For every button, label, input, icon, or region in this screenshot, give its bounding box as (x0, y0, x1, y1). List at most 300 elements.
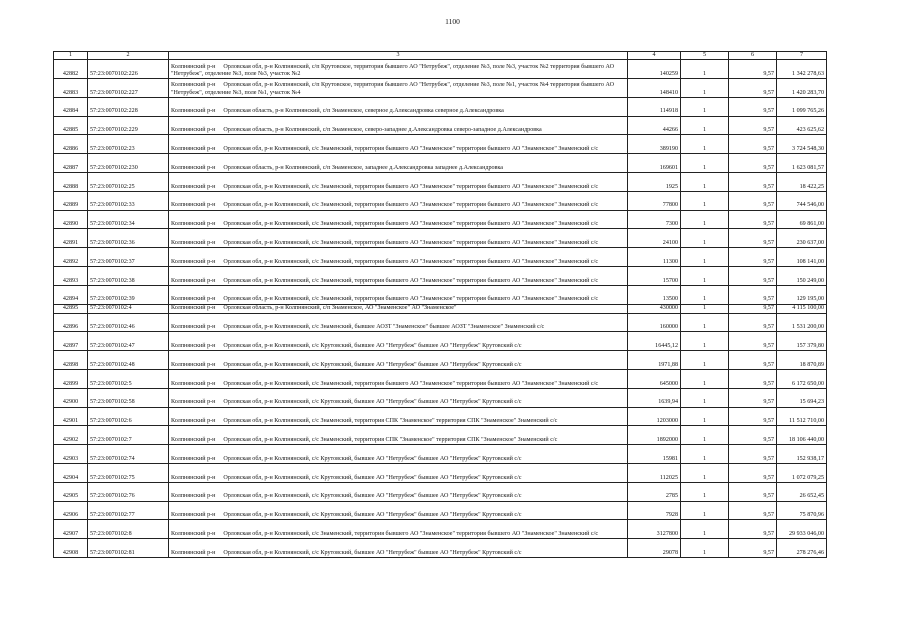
cadastral-cost-value: 26 652,45 (777, 482, 827, 501)
cadastral-number: 57:23:0070102:37 (88, 248, 169, 267)
area-value: 1203000 (628, 407, 681, 426)
row-number: 42886 (54, 135, 88, 154)
table-row (54, 369, 827, 388)
table-row (54, 266, 827, 285)
address-cell (169, 79, 628, 98)
coefficient-value: 1 (681, 210, 729, 229)
address-text (171, 456, 625, 463)
location-description: Орловская обл, р-н Колпнянский, с/с Крутовский, бывшее АО "Нетрубеж" бывшее АО "Нетрубеж" Крутовский с/с (223, 342, 522, 349)
cadastral-cost-value: 129 195,00 (777, 285, 827, 304)
cadastral-cost-value: 3 724 548,30 (777, 135, 827, 154)
table-row (54, 172, 827, 191)
cadastral-number: 57:23:0070102:229 (88, 116, 169, 135)
coefficient-value: 1 (681, 172, 729, 191)
address-text (171, 437, 625, 444)
cadastral-number: 57:23:0070102:33 (88, 191, 169, 210)
row-number: 42902 (54, 426, 88, 445)
row-number: 42901 (54, 407, 88, 426)
rate-value: 9,57 (729, 229, 777, 248)
coefficient-value: 1 (681, 304, 729, 313)
table-row (54, 135, 827, 154)
address-text (171, 550, 625, 557)
area-value: 645000 (628, 369, 681, 388)
coefficient-value: 1 (681, 445, 729, 464)
cadastral-cost-value: 1 420 283,70 (777, 79, 827, 98)
district-label: Колпнянский р-н (171, 342, 216, 349)
location-description: Орловская область, р-н Колпнянский, с/п Знаменское, АО "Знаменское" АО "Знаменское" (223, 305, 457, 312)
table-row (54, 501, 827, 520)
table-row (54, 154, 827, 173)
address-text (171, 324, 625, 331)
address-cell (169, 248, 628, 267)
address-text (171, 362, 625, 369)
area-value: 160000 (628, 313, 681, 332)
address-cell (169, 60, 628, 79)
address-cell (169, 266, 628, 285)
cadastral-number: 57:23:0070102:48 (88, 351, 169, 370)
row-number: 42884 (54, 97, 88, 116)
address-text (171, 240, 625, 247)
address-cell (169, 501, 628, 520)
area-value: 114918 (628, 97, 681, 116)
coefficient-value: 1 (681, 154, 729, 173)
location-description: Орловская обл, р-н Колпнянский, с/с Знаменский, территория бывшего АО "Знаменское" территория бывшего АО "Знаменское" Знаменский с/с (223, 380, 599, 387)
district-label: Колпнянский р-н (171, 145, 216, 152)
cadastral-cost-value: 29 933 046,00 (777, 520, 827, 539)
cadastral-number: 57:23:0070102:58 (88, 388, 169, 407)
cadastral-number: 57:23:0070102:47 (88, 332, 169, 351)
address-text (171, 165, 625, 172)
area-value: 140259 (628, 60, 681, 79)
area-value: 1971,88 (628, 351, 681, 370)
rate-value: 9,57 (729, 304, 777, 313)
address-text (171, 82, 625, 96)
column-header-7: 7 (777, 52, 827, 60)
area-value: 7300 (628, 210, 681, 229)
location-description: Орловская обл, р-н Колпнянский, с/с Крутовский, бывшее АО "Нетрубеж" бывшее АО "Нетрубеж" Крутовский с/с (223, 455, 522, 462)
address-text (171, 127, 625, 134)
address-text (171, 108, 625, 115)
area-value: 389190 (628, 135, 681, 154)
cadastral-cost-value: 1 531 200,00 (777, 313, 827, 332)
location-description: Орловская обл, р-н Колпнянский, с/с Знаменский, территория бывшего АО "Знаменское" территория бывшего АО "Знаменское" Знаменский с/с (223, 296, 599, 303)
location-description: Орловская обл, р-н Колпнянский, с/с Знаменский, территория бывшего АО "Знаменское" территория бывшего АО "Знаменское" Знаменский с/с (223, 221, 599, 228)
area-value: 15981 (628, 445, 681, 464)
location-description: Орловская обл, р-н Колпнянский, с/с Знаменский, бывшее АОЗТ "Знаменское" бывшее АОЗТ "Знаменское" Знаменский с/с (223, 324, 545, 331)
table-row (54, 60, 827, 79)
table-body (54, 60, 827, 558)
district-label: Колпнянский р-н (171, 418, 216, 425)
row-number: 42899 (54, 369, 88, 388)
cadastral-cost-value: 423 625,62 (777, 116, 827, 135)
district-label: Колпнянский р-н (171, 380, 216, 387)
row-number: 42908 (54, 539, 88, 558)
address-cell (169, 332, 628, 351)
coefficient-value: 1 (681, 369, 729, 388)
district-label: Колпнянский р-н (171, 530, 216, 537)
district-label: Колпнянский р-н (171, 127, 216, 134)
row-number: 42903 (54, 445, 88, 464)
rate-value: 9,57 (729, 248, 777, 267)
coefficient-value: 1 (681, 266, 729, 285)
address-cell (169, 210, 628, 229)
location-description: Орловская обл, р-н Колпнянский, с/п Крутовское, территория бывшего АО "Нетрубеж", отделение №3, поле №1, участок №4 территория бывшего АО "Нетрубеж", отделение №3, поле №1, участок №4 (171, 82, 614, 96)
address-text (171, 184, 625, 191)
address-cell (169, 116, 628, 135)
address-cell (169, 539, 628, 558)
address-cell (169, 482, 628, 501)
coefficient-value: 1 (681, 229, 729, 248)
address-cell (169, 172, 628, 191)
coefficient-value: 1 (681, 482, 729, 501)
column-header-6: 6 (729, 52, 777, 60)
cadastral-cost-value: 18 870,89 (777, 351, 827, 370)
location-description: Орловская обл, р-н Колпнянский, с/с Знаменский, территория СПК "Знаменское" территория СПК "Знаменское" Знаменский с/с (223, 418, 558, 425)
row-number: 42882 (54, 60, 88, 79)
row-number: 42896 (54, 313, 88, 332)
coefficient-value: 1 (681, 501, 729, 520)
area-value: 15700 (628, 266, 681, 285)
rate-value: 9,57 (729, 520, 777, 539)
address-text (171, 512, 625, 519)
district-label: Колпнянский р-н (171, 305, 216, 312)
row-number: 42895 (54, 304, 88, 313)
cadastral-cost-value: 4 115 100,00 (777, 304, 827, 313)
area-value: 112025 (628, 463, 681, 482)
location-description: Орловская обл, р-н Колпнянский, с/с Знаменский, территория СПК "Знаменское" территория СПК "Знаменское" Знаменский с/с (223, 436, 558, 443)
address-cell (169, 285, 628, 304)
row-number: 42889 (54, 191, 88, 210)
coefficient-value: 1 (681, 407, 729, 426)
cadastral-number: 57:23:0070102:38 (88, 266, 169, 285)
header-row (54, 52, 827, 60)
cadastral-number: 57:23:0070102:36 (88, 229, 169, 248)
coefficient-value: 1 (681, 60, 729, 79)
district-label: Колпнянский р-н (171, 436, 216, 443)
location-description: Орловская обл, р-н Колпнянский, с/с Крутовский, бывшее АО "Нетрубеж" бывшее АО "Нетрубеж" Крутовский с/с (223, 474, 522, 481)
row-number: 42894 (54, 285, 88, 304)
cadastral-cost-value: 150 249,00 (777, 266, 827, 285)
table-row (54, 79, 827, 98)
area-value: 1925 (628, 172, 681, 191)
address-text (171, 202, 625, 209)
table-row (54, 388, 827, 407)
rate-value: 9,57 (729, 210, 777, 229)
address-text (171, 531, 625, 538)
cadastral-number: 57:23:0070102:74 (88, 445, 169, 464)
address-cell (169, 229, 628, 248)
rate-value: 9,57 (729, 79, 777, 98)
column-header-1: 1 (54, 52, 88, 60)
page-number: 1100 (445, 17, 460, 26)
rate-value: 9,57 (729, 388, 777, 407)
row-number: 42885 (54, 116, 88, 135)
coefficient-value: 1 (681, 539, 729, 558)
column-header-3: 3 (169, 52, 628, 60)
address-text (171, 146, 625, 153)
cadastral-cost-value: 278 276,46 (777, 539, 827, 558)
location-description: Орловская обл, р-н Колпнянский, с/с Знаменский, территория бывшего АО "Знаменское" территория бывшего АО "Знаменское" Знаменский с/с (223, 239, 599, 246)
cadastral-number: 57:23:0070102:75 (88, 463, 169, 482)
cadastral-number: 57:23:0070102:7 (88, 426, 169, 445)
row-number: 42892 (54, 248, 88, 267)
cadastral-cost-value: 15 694,23 (777, 388, 827, 407)
rate-value: 9,57 (729, 60, 777, 79)
location-description: Орловская обл, р-н Колпнянский, с/с Знаменский, территория бывшего АО "Знаменское" территория бывшего АО "Знаменское" Знаменский с/с (223, 258, 599, 265)
table-row (54, 116, 827, 135)
location-description: Орловская обл, р-н Колпнянский, с/с Знаменский, территория бывшего АО "Знаменское" территория бывшего АО "Знаменское" Знаменский с/с (223, 530, 599, 537)
district-label: Колпнянский р-н (171, 82, 216, 89)
cadastral-number: 57:23:0070102:76 (88, 482, 169, 501)
location-description: Орловская обл, р-н Колпнянский, с/с Крутовский, бывшее АО "Нетрубеж" бывшее АО "Нетрубеж" Крутовский с/с (223, 512, 522, 519)
cadastral-cost-value: 230 637,00 (777, 229, 827, 248)
area-value: 13500 (628, 285, 681, 304)
address-cell (169, 97, 628, 116)
district-label: Колпнянский р-н (171, 296, 216, 303)
address-text (171, 381, 625, 388)
cadastral-cost-value: 69 861,00 (777, 210, 827, 229)
cadastral-cost-value: 157 379,80 (777, 332, 827, 351)
cadastral-number: 57:23:0070102:25 (88, 172, 169, 191)
location-description: Орловская обл, р-н Колпнянский, с/с Крутовский, бывшее АО "Нетрубеж" бывшее АО "Нетрубеж" Крутовский с/с (223, 549, 522, 556)
location-description: Орловская обл, р-н Колпнянский, с/с Знаменский, территория бывшего АО "Знаменское" территория бывшего АО "Знаменское" Знаменский с/с (223, 202, 599, 209)
table-row (54, 97, 827, 116)
rate-value: 9,57 (729, 463, 777, 482)
coefficient-value: 1 (681, 332, 729, 351)
area-value: 3127800 (628, 520, 681, 539)
address-text (171, 475, 625, 482)
cadastral-cost-value: 11 512 710,00 (777, 407, 827, 426)
table-row (54, 407, 827, 426)
address-text (171, 418, 625, 425)
district-label: Колпнянский р-н (171, 202, 216, 209)
area-value: 44266 (628, 116, 681, 135)
address-cell (169, 426, 628, 445)
row-number: 42898 (54, 351, 88, 370)
address-cell (169, 369, 628, 388)
row-number: 42907 (54, 520, 88, 539)
table-row (54, 482, 827, 501)
table-row (54, 539, 827, 558)
row-number: 42893 (54, 266, 88, 285)
area-value: 77800 (628, 191, 681, 210)
rate-value: 9,57 (729, 407, 777, 426)
coefficient-value: 1 (681, 116, 729, 135)
address-text (171, 296, 625, 303)
district-label: Колпнянский р-н (171, 164, 216, 171)
rate-value: 9,57 (729, 97, 777, 116)
district-label: Колпнянский р-н (171, 399, 216, 406)
location-description: Орловская обл, р-н Колпнянский, с/с Крутовский, бывшее АО "Нетрубеж" бывшее АО "Нетрубеж" Крутовский с/с (223, 361, 522, 368)
district-label: Колпнянский р-н (171, 277, 216, 284)
column-header-4: 4 (628, 52, 681, 60)
rate-value: 9,57 (729, 313, 777, 332)
location-description: Орловская область, р-н Колпнянский, с/п Знаменское, западнее д.Александровка западнее д.Александровка (223, 164, 503, 171)
cadastral-cost-value: 744 546,00 (777, 191, 827, 210)
cadastral-cost-value: 1 072 079,25 (777, 463, 827, 482)
table-row (54, 229, 827, 248)
rate-value: 9,57 (729, 539, 777, 558)
rate-value: 9,57 (729, 482, 777, 501)
location-description: Орловская обл, р-н Колпнянский, с/с Знаменский, территория бывшего АО "Знаменское" территория бывшего АО "Знаменское" Знаменский с/с (223, 277, 599, 284)
coefficient-value: 1 (681, 388, 729, 407)
location-description: Орловская обл, р-н Колпнянский, с/с Крутовский, бывшее АО "Нетрубеж" бывшее АО "Нетрубеж" Крутовский с/с (223, 493, 522, 500)
address-text (171, 493, 625, 500)
location-description: Орловская обл, р-н Колпнянский, с/п Крутовское, территория бывшего АО "Нетрубеж", отделение №3, поле №3, участок №2 территория бывшего АО "Нетрубеж", отделение №3, поле №3, участок №2 (171, 63, 614, 77)
cadastral-cost-value: 6 172 650,00 (777, 369, 827, 388)
cadastral-value-table (53, 51, 827, 558)
cadastral-number: 57:23:0070102:5 (88, 369, 169, 388)
row-number: 42905 (54, 482, 88, 501)
cadastral-number: 57:23:0070102:228 (88, 97, 169, 116)
cadastral-cost-value: 1 099 765,26 (777, 97, 827, 116)
address-text (171, 343, 625, 350)
area-value: 169601 (628, 154, 681, 173)
address-cell (169, 351, 628, 370)
location-description: Орловская область, р-н Колпнянский, с/п Знаменское, северо-западнее д.Александровка северо-западное д.Александровка (223, 127, 542, 134)
address-text (171, 221, 625, 228)
address-cell (169, 304, 628, 313)
address-cell (169, 463, 628, 482)
address-cell (169, 313, 628, 332)
area-value: 7928 (628, 501, 681, 520)
rate-value: 9,57 (729, 191, 777, 210)
address-text (171, 305, 625, 312)
coefficient-value: 1 (681, 191, 729, 210)
cadastral-cost-value: 1 623 081,57 (777, 154, 827, 173)
district-label: Колпнянский р-н (171, 63, 216, 70)
rate-value: 9,57 (729, 332, 777, 351)
rate-value: 9,57 (729, 154, 777, 173)
address-text (171, 278, 625, 285)
cadastral-number: 57:23:0070102:230 (88, 154, 169, 173)
row-number: 42897 (54, 332, 88, 351)
location-description: Орловская обл, р-н Колпнянский, с/с Знаменский, территория бывшего АО "Знаменское" территория бывшего АО "Знаменское" Знаменский с/с (223, 183, 599, 190)
district-label: Колпнянский р-н (171, 324, 216, 331)
district-label: Колпнянский р-н (171, 512, 216, 519)
district-label: Колпнянский р-н (171, 108, 216, 115)
address-cell (169, 388, 628, 407)
table-row (54, 313, 827, 332)
column-header-5: 5 (681, 52, 729, 60)
coefficient-value: 1 (681, 285, 729, 304)
district-label: Колпнянский р-н (171, 455, 216, 462)
row-number: 42891 (54, 229, 88, 248)
rate-value: 9,57 (729, 285, 777, 304)
coefficient-value: 1 (681, 351, 729, 370)
rate-value: 9,57 (729, 135, 777, 154)
location-description: Орловская область, р-н Колпнянский, с/п Знаменское, северное д.Александровка северное д.Александровка (223, 108, 504, 115)
area-value: 16445,12 (628, 332, 681, 351)
row-number: 42904 (54, 463, 88, 482)
rate-value: 9,57 (729, 445, 777, 464)
table-row (54, 426, 827, 445)
row-number: 42906 (54, 501, 88, 520)
table-row (54, 285, 827, 304)
rate-value: 9,57 (729, 172, 777, 191)
cadastral-number: 57:23:0070102:39 (88, 285, 169, 304)
area-value: 11300 (628, 248, 681, 267)
cadastral-cost-value: 18 106 440,00 (777, 426, 827, 445)
area-value: 29078 (628, 539, 681, 558)
location-description: Орловская обл, р-н Колпнянский, с/с Знаменский, территория бывшего АО "Знаменское" территория бывшего АО "Знаменское" Знаменский с/с (223, 145, 599, 152)
cadastral-number: 57:23:0070102:23 (88, 135, 169, 154)
address-cell (169, 154, 628, 173)
cadastral-number: 57:23:0070102:77 (88, 501, 169, 520)
column-header-2: 2 (88, 52, 169, 60)
cadastral-cost-value: 108 141,00 (777, 248, 827, 267)
row-number: 42890 (54, 210, 88, 229)
cadastral-number: 57:23:0070102:227 (88, 79, 169, 98)
coefficient-value: 1 (681, 97, 729, 116)
table-row (54, 191, 827, 210)
address-cell (169, 445, 628, 464)
area-value: 2785 (628, 482, 681, 501)
rate-value: 9,57 (729, 426, 777, 445)
rate-value: 9,57 (729, 501, 777, 520)
area-value: 24100 (628, 229, 681, 248)
district-label: Колпнянский р-н (171, 183, 216, 190)
cadastral-cost-value: 152 938,17 (777, 445, 827, 464)
rate-value: 9,57 (729, 266, 777, 285)
area-value: 148410 (628, 79, 681, 98)
district-label: Колпнянский р-н (171, 493, 216, 500)
row-number: 42900 (54, 388, 88, 407)
row-number: 42887 (54, 154, 88, 173)
address-cell (169, 520, 628, 539)
table-row (54, 445, 827, 464)
cadastral-number: 57:23:0070102:226 (88, 60, 169, 79)
coefficient-value: 1 (681, 79, 729, 98)
area-value: 430000 (628, 304, 681, 313)
address-text (171, 399, 625, 406)
address-cell (169, 407, 628, 426)
cadastral-number: 57:23:0070102:4 (88, 304, 169, 313)
cadastral-number: 57:23:0070102:81 (88, 539, 169, 558)
coefficient-value: 1 (681, 463, 729, 482)
row-number: 42883 (54, 79, 88, 98)
cadastral-cost-value: 1 342 278,63 (777, 60, 827, 79)
rate-value: 9,57 (729, 369, 777, 388)
row-number: 42888 (54, 172, 88, 191)
cadastral-number: 57:23:0070102:8 (88, 520, 169, 539)
address-text (171, 259, 625, 266)
address-cell (169, 191, 628, 210)
table-row (54, 304, 827, 313)
district-label: Колпнянский р-н (171, 474, 216, 481)
address-text (171, 64, 625, 78)
rate-value: 9,57 (729, 351, 777, 370)
location-description: Орловская обл, р-н Колпнянский, с/с Крутовский, бывшее АО "Нетрубеж" бывшее АО "Нетрубеж" Крутовский с/с (223, 399, 522, 406)
address-cell (169, 135, 628, 154)
cadastral-cost-value: 75 870,96 (777, 501, 827, 520)
area-value: 1639,94 (628, 388, 681, 407)
rate-value: 9,57 (729, 116, 777, 135)
cadastral-number: 57:23:0070102:6 (88, 407, 169, 426)
coefficient-value: 1 (681, 426, 729, 445)
coefficient-value: 1 (681, 135, 729, 154)
area-value: 1892000 (628, 426, 681, 445)
cadastral-cost-value: 18 422,25 (777, 172, 827, 191)
cadastral-number: 57:23:0070102:46 (88, 313, 169, 332)
table-row (54, 248, 827, 267)
district-label: Колпнянский р-н (171, 239, 216, 246)
district-label: Колпнянский р-н (171, 258, 216, 265)
table-row (54, 351, 827, 370)
district-label: Колпнянский р-н (171, 361, 216, 368)
coefficient-value: 1 (681, 520, 729, 539)
table-row (54, 332, 827, 351)
